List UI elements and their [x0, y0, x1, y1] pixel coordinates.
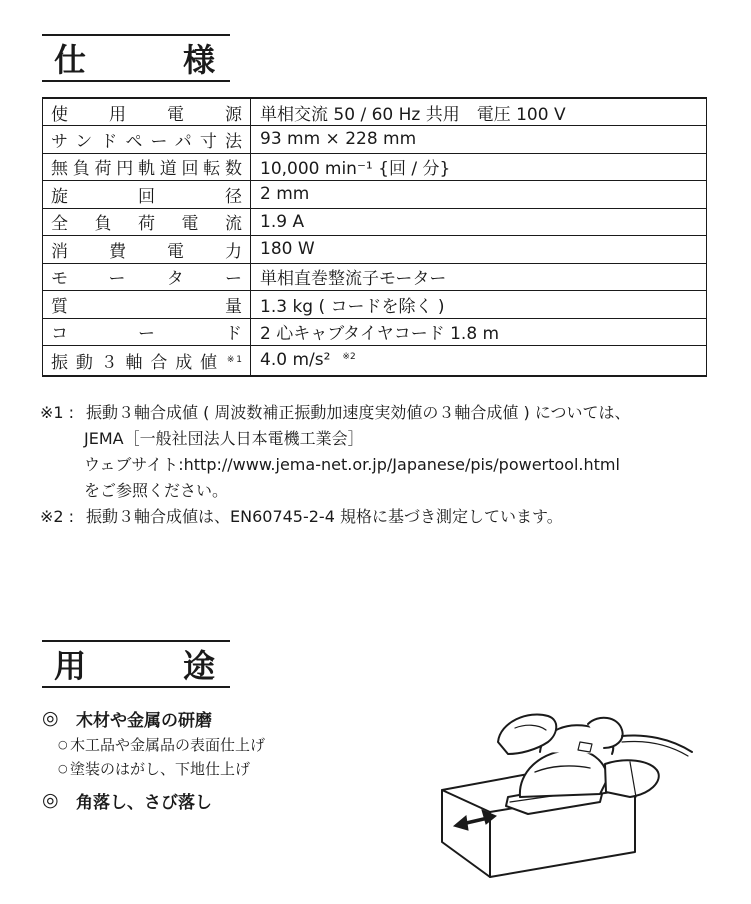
spec-value: 4.0 m/s²: [260, 350, 331, 371]
footnote-ref: ※2: [342, 352, 356, 363]
spec-value: 10,000 min⁻¹ {回 / 分}: [251, 153, 707, 181]
spec-heading-char-1: 仕: [54, 41, 88, 79]
spec-heading-char-2: 様: [182, 41, 216, 79]
footnote-text: ウェブサイト:http://www.jema-net.or.jp/Japanese/pis/powertool.html: [84, 455, 620, 474]
circle-icon: ○: [58, 737, 68, 751]
spec-value: 1.9 A: [251, 208, 707, 236]
spec-value: 1.3 kg ( コードを除く ): [251, 291, 707, 319]
spec-label: モーター: [43, 263, 251, 291]
footnote-text: 振動３軸合成値 ( 周波数補正振動加速度実効値の３軸合成値 ) については、: [86, 403, 631, 422]
spec-section-heading: [42, 34, 230, 82]
spec-row: [43, 208, 707, 236]
double-circle-icon: ◎: [42, 789, 59, 811]
spec-label: 質量: [43, 291, 251, 319]
footnote-mark: ※1 :: [40, 403, 75, 422]
footnotes: [40, 400, 720, 530]
spec-value-cell: [251, 346, 707, 376]
spec-row: [43, 153, 707, 181]
spec-value: 2 mm: [251, 181, 707, 209]
footnote-text: 振動３軸合成値は、EN60745-2-4 規格に基づき測定しています。: [86, 507, 563, 526]
spec-label: 無負荷円軌道回転数: [43, 153, 251, 181]
spec-row: [43, 181, 707, 209]
spec-value: 93 mm × 228 mm: [251, 126, 707, 154]
spec-value: 単相交流 50 / 60 Hz 共用 電圧 100 V: [251, 98, 707, 126]
use-list: [42, 704, 265, 814]
spec-value: 単相直巻整流子モーター: [251, 263, 707, 291]
footnote-1: [40, 400, 720, 426]
use-subitem-label: 木工品や金属品の表面仕上げ: [70, 735, 266, 754]
spec-label: 旋回径: [43, 181, 251, 209]
list-item: [42, 786, 265, 814]
spec-row: [43, 236, 707, 264]
spec-row: [43, 291, 707, 319]
spec-label: サンドペーパ寸法: [43, 126, 251, 154]
use-heading-char-2: 途: [182, 647, 216, 685]
spec-row: [43, 98, 707, 126]
spec-table: [42, 97, 707, 377]
footnote-text: をご参照ください。: [84, 481, 229, 500]
footnote-mark: ※2 :: [40, 507, 75, 526]
list-item: [42, 704, 265, 732]
spec-label: コード: [43, 318, 251, 346]
spec-label: 使用電源: [43, 98, 251, 126]
footnote-text: JEMA［一般社団法人日本電機工業会］: [84, 429, 364, 448]
spec-row: [43, 263, 707, 291]
spec-value: 2 心キャブタイヤコード 1.8 m: [251, 318, 707, 346]
spec-label: 全負荷電流: [43, 208, 251, 236]
spec-label: 振動３軸合成値: [51, 352, 225, 373]
spec-value: 180 W: [251, 236, 707, 264]
use-item-label: 角落し、さび落し: [76, 792, 212, 813]
spec-row: [43, 318, 707, 346]
circle-icon: ○: [58, 761, 68, 775]
footnote-2: [40, 504, 720, 530]
use-section-heading: [42, 640, 230, 688]
spec-row: [43, 346, 707, 376]
footnote-ref: ※1: [226, 354, 242, 365]
sander-illustration: [430, 702, 720, 882]
spec-label-cell: [43, 346, 251, 376]
use-heading-char-1: 用: [54, 647, 88, 685]
spec-label: 消費電力: [43, 236, 251, 264]
use-subitem-label: 塗装のはがし、下地仕上げ: [70, 759, 251, 778]
spec-row: [43, 126, 707, 154]
double-circle-icon: ◎: [42, 707, 59, 729]
list-subitem: [42, 756, 265, 780]
list-subitem: [42, 732, 265, 756]
use-item-label: 木材や金属の研磨: [76, 710, 212, 731]
